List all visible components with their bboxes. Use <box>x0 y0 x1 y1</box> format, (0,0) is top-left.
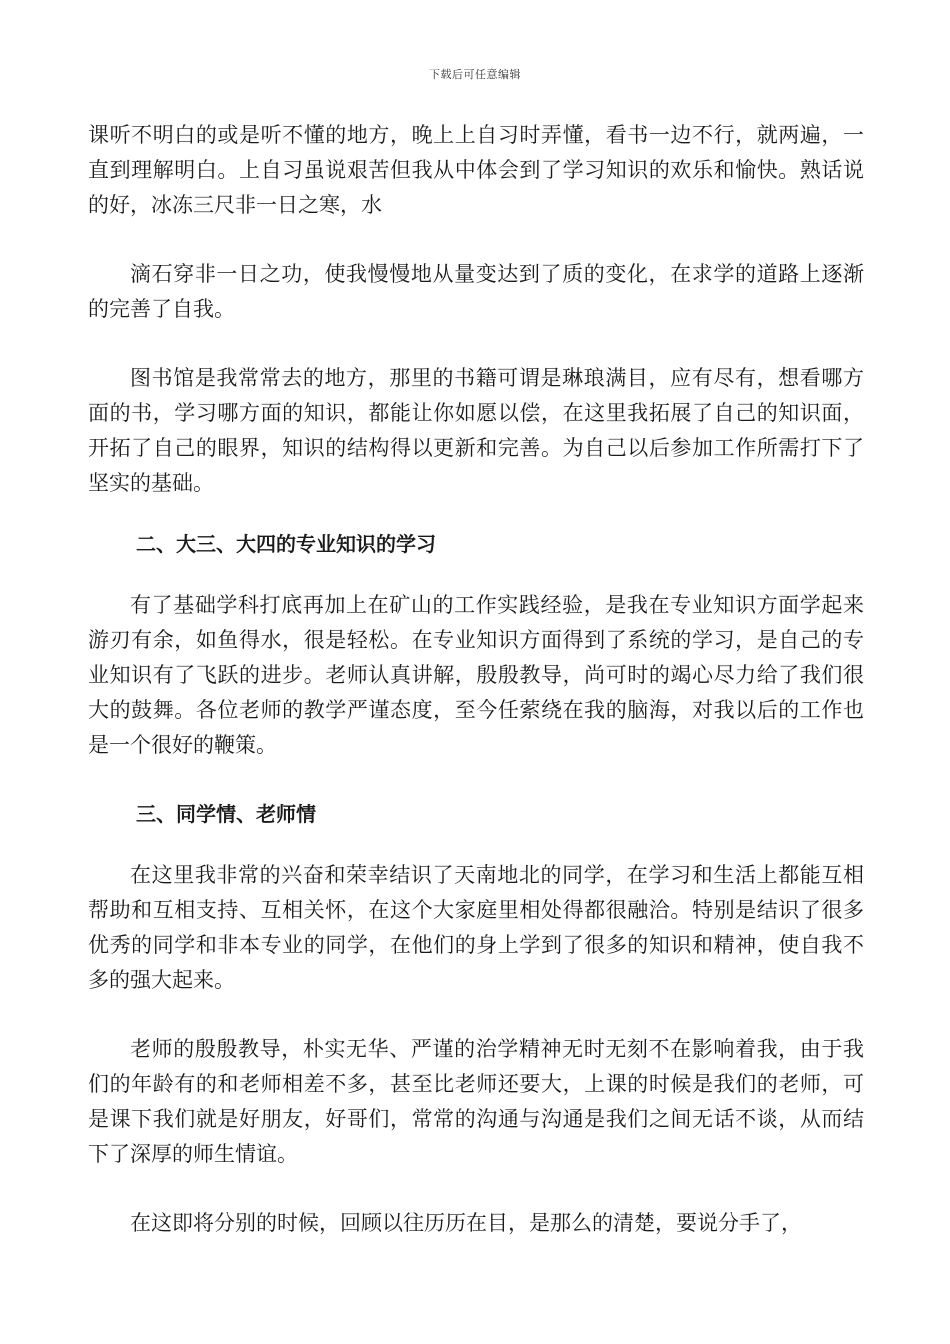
paragraph: 在这里我非常的兴奋和荣幸结识了天南地北的同学，在学习和生活上都能互相帮助和互相支持、互相关怀，在这个大家庭里相处得都很融洽。特别是结识了很多优秀的同学和非本专业的同学，在他们的身上学到了很多的知识和精神，使自我不多的强大起来。 <box>88 863 864 992</box>
paragraph: 图书馆是我常常去的地方，那里的书籍可谓是琳琅满目，应有尽有，想看哪方面的书，学习哪方面的知识，都能让你如愿以偿，在这里我拓展了自己的知识面，开拓了自己的眼界，知识的结构得以更新和完善。为自己以后参加工作所需打下了坚实的基础。 <box>88 366 864 495</box>
paragraph: 有了基础学科打底再加上在矿山的工作实践经验，是我在专业知识方面学起来游刃有余，如鱼得水，很是轻松。在专业知识方面得到了系统的学习，是自己的专业知识有了飞跃的进步。老师认真讲解，殷殷教导，尚可时的竭心尽力给了我们很大的鼓舞。各位老师的教学严谨态度，至今任萦绕在我的脑海，对我以后的工作也是一个很好的鞭策。 <box>88 593 864 757</box>
paragraph: 在这即将分别的时候，回顾以往历历在目，是那么的清楚，要说分手了， <box>130 1211 802 1235</box>
section-heading: 三、同学情、老师情 <box>136 802 316 826</box>
paragraph: 滴石穿非一日之功，使我慢慢地从量变达到了质的变化，在求学的道路上逐渐的完善了自我。 <box>88 262 864 321</box>
document-body <box>88 118 864 1275</box>
paragraph: 老师的殷殷教导，朴实无华、严谨的治学精神无时无刻不在影响着我，由于我们的年龄有的和老师相差不多，甚至比老师还要大，上课的时候是我们的老师，可是课下我们就是好朋友，好哥们，常常的沟通与沟通是我们之间无话不谈，从而结下了深厚的师生情谊。 <box>88 1037 864 1166</box>
page-header: 下载后可任意编辑 <box>429 68 521 81</box>
paragraph: 课听不明白的或是听不懂的地方，晚上上自习时弄懂，看书一边不行，就两遍，一直到理解明白。上自习虽说艰苦但我从中体会到了学习知识的欢乐和愉快。熟话说的好，冰冻三尺非一日之寒，水 <box>88 123 864 217</box>
section-heading: 二、大三、大四的专业知识的学习 <box>136 532 436 556</box>
